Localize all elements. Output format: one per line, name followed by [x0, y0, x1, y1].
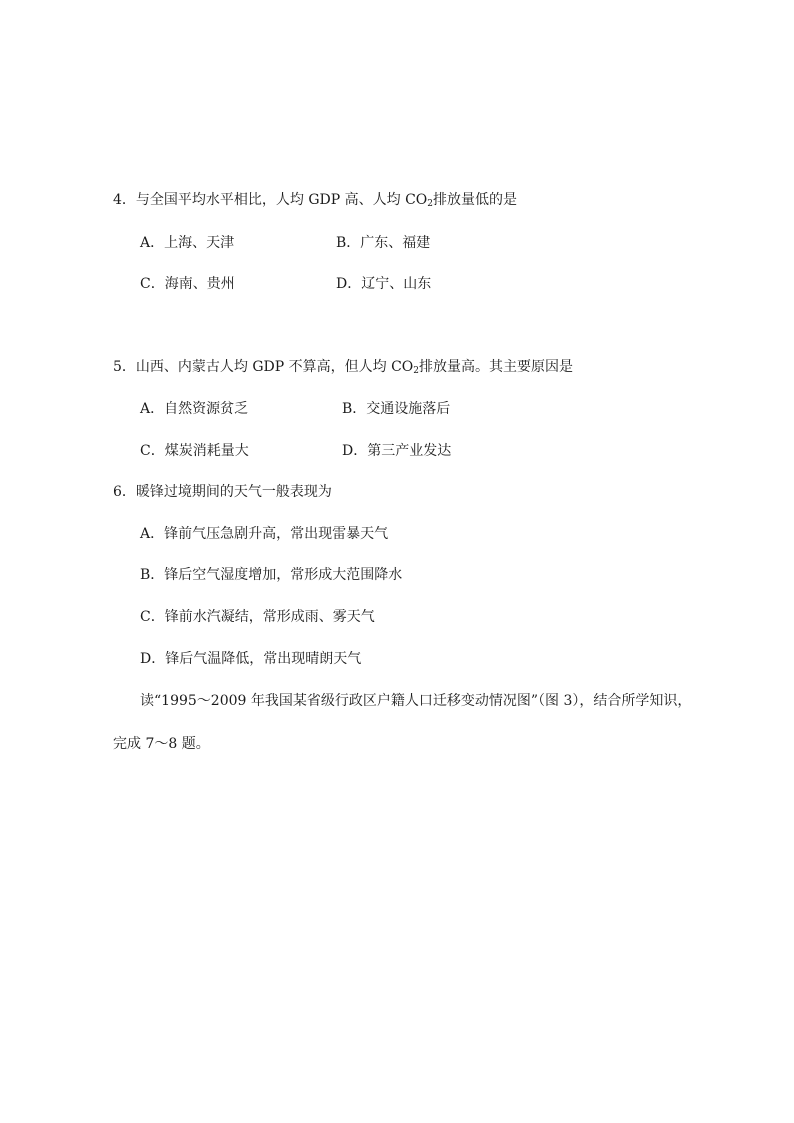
question-5-stem — [113, 358, 573, 376]
question-4-option-c: C．海南、贵州 — [140, 276, 235, 292]
question-6-stem — [113, 483, 332, 501]
intro-line-1: 读“1995～2009 年我国某省级行政区户籍人口迁移变动情况图”（图 3），结合所学知识， — [140, 693, 692, 709]
question-5-subscript: 2 — [413, 366, 420, 376]
question-4-subscript: 2 — [427, 199, 434, 209]
intro-line-2: 完成 7～8 题。 — [113, 736, 210, 752]
question-6-number: 6． — [113, 484, 136, 500]
question-4-stem — [113, 191, 517, 209]
question-4-text-part2: 排放量低的是 — [433, 192, 518, 208]
question-6-option-d: D．锋后气温降低，常出现晴朗天气 — [140, 651, 362, 667]
question-5-text-part1: 山西、内蒙古人均 GDP 不算高，但人均 CO — [135, 359, 414, 375]
question-4-option-a: A．上海、天津 — [140, 235, 235, 251]
question-4-option-b: B．广东、福建 — [336, 235, 431, 251]
question-6-option-b: B．锋后空气湿度增加，常形成大范围降水 — [140, 567, 403, 583]
question-4-option-d: D．辽宁、山东 — [336, 276, 432, 292]
question-4-text-part1: 与全国平均水平相比，人均 GDP 高、人均 CO — [135, 192, 428, 208]
question-6-option-c: C．锋前水汽凝结，常形成雨、雾天气 — [140, 609, 375, 625]
question-5-number: 5． — [113, 359, 136, 375]
question-4-number: 4． — [113, 192, 136, 208]
question-5-option-d: D．第三产业发达 — [342, 443, 452, 459]
question-6-text: 暖锋过境期间的天气一般表现为 — [135, 484, 332, 500]
question-6-option-a: A．锋前气压急剧升高，常出现雷暴天气 — [140, 526, 389, 542]
question-5-text-part2: 排放量高。其主要原因是 — [419, 359, 574, 375]
question-5-option-c: C．煤炭消耗量大 — [140, 443, 249, 459]
question-5-option-a: A．自然资源贫乏 — [140, 401, 249, 417]
question-5-option-b: B．交通设施落后 — [342, 401, 451, 417]
